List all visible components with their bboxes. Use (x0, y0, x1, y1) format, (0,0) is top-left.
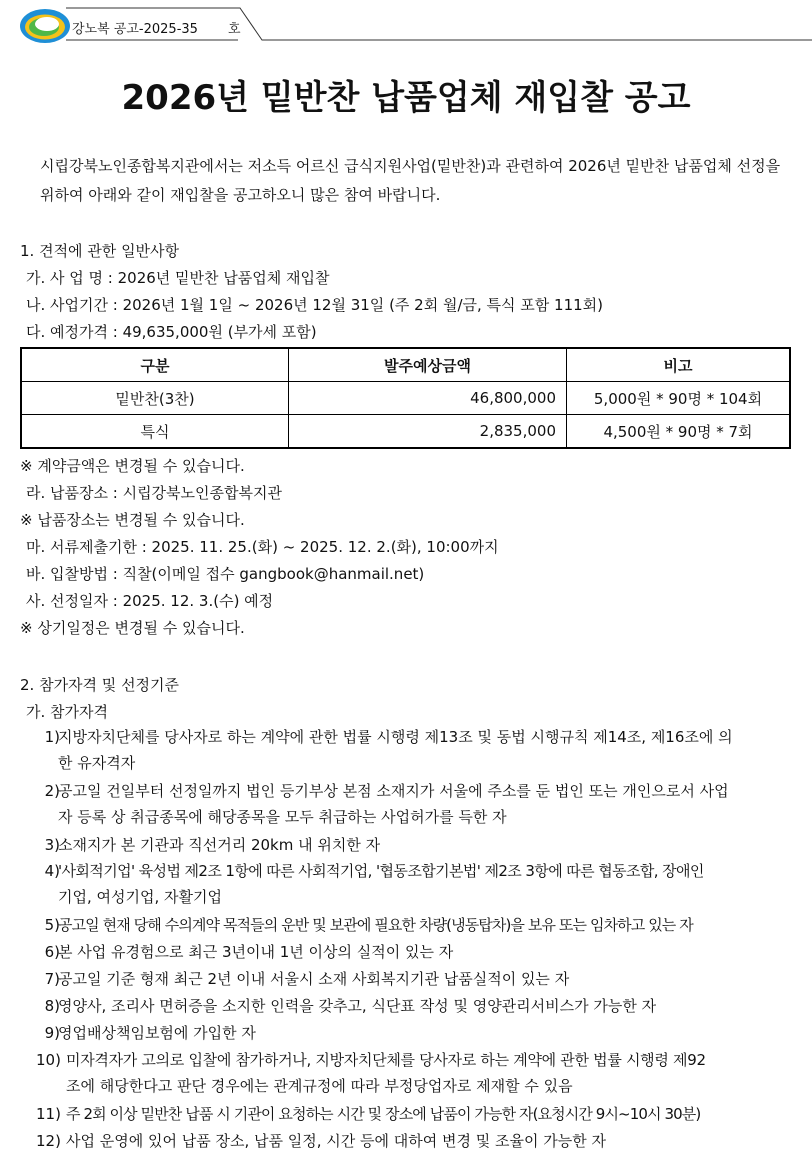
list-item-text: 공고일 현재 당해 수의계약 목적들의 운반 및 보관에 필요한 차량(냉동탑차)을 보유 또는 임차하고 있는 자 (58, 916, 693, 934)
list-item (36, 1101, 786, 1127)
intro-paragraph (22, 152, 792, 210)
item-submission-deadline: 마. 서류제출기한 : 2025. 11. 25.(화) ~ 2025. 12. 2.(화), 10:00까지 (26, 538, 499, 556)
table-header-note: 비고 (567, 348, 791, 382)
list-item (36, 912, 786, 938)
price-table (20, 347, 791, 449)
section2-heading: 2. 참가자격 및 선정기준 (20, 676, 180, 694)
list-item-text: '사회적기업' 육성법 제2조 1항에 따른 사회적기업, '협동조합기본법' 제2조 3항에 따른 협동조합, 장애인 (58, 862, 704, 880)
list-item-number: 10) (36, 1051, 61, 1069)
table-cell-category: 특식 (21, 415, 289, 449)
list-item (36, 778, 786, 830)
list-item-number: 3) (44, 836, 60, 854)
item-selection-date: 사. 선정일자 : 2025. 12. 3.(수) 예정 (26, 592, 274, 610)
list-item-number: 2) (44, 782, 60, 800)
list-item-text: 사업 운영에 있어 납품 장소, 납품 일정, 시간 등에 대하여 변경 및 조율이 가능한 자 (66, 1132, 606, 1150)
table-header-category: 구분 (21, 348, 289, 382)
item-estimated-price: 다. 예정가격 : 49,635,000원 (부가세 포함) (26, 323, 317, 341)
table-cell-note: 5,000원 * 90명 * 104회 (567, 382, 791, 415)
document-header (0, 0, 812, 48)
document-number-text: 강노복 공고-2025-35 (72, 22, 198, 37)
intro-text: 시립강북노인종합복지관에서는 저소득 어르신 급식지원사업(밑반찬)과 관련하여 2026년 밑반찬 납품업체 선정을 위하여 아래와 같이 재입찰을 공고하오니 많은 참여 바랍니다. (40, 157, 781, 204)
list-item (36, 993, 786, 1019)
list-item-text: 영업배상책임보험에 가입한 자 (58, 1024, 256, 1042)
item-project-name: 가. 사 업 명 : 2026년 밑반찬 납품업체 재입찰 (26, 269, 330, 287)
list-item (36, 858, 786, 910)
list-item-text: 본 사업 유경험으로 최근 3년이내 1년 이상의 실적이 있는 자 (58, 943, 454, 961)
note-schedule: ※ 상기일정은 변경될 수 있습니다. (20, 619, 245, 637)
list-item (36, 1020, 786, 1046)
list-item (36, 832, 786, 858)
list-item (36, 1128, 786, 1154)
table-cell-note: 4,500원 * 90명 * 7회 (567, 415, 791, 449)
table-cell-amount: 46,800,000 (289, 382, 567, 415)
table-cell-amount: 2,835,000 (289, 415, 567, 449)
list-item-text: 지방자치단체를 당사자로 하는 계약에 관한 법률 시행령 제13조 및 동법 시행규칙 제14조, 제16조에 의 (58, 728, 733, 746)
list-item-number: 7) (44, 970, 60, 988)
table-header-amount: 발주예상금액 (289, 348, 567, 382)
list-item-text: 미자격자가 고의로 입찰에 참가하거나, 지방자치단체를 당사자로 하는 계약에 관한 법률 시행령 제92 (66, 1051, 706, 1069)
list-item-text: 공고일 기준 형재 최근 2년 이내 서울시 소재 사회복지기관 납품실적이 있는 자 (58, 970, 570, 988)
list-item-text: 소재지가 본 기관과 직선거리 20km 내 위치한 자 (58, 836, 381, 854)
item-bid-method: 바. 입찰방법 : 직찰(이메일 접수 gangbook@hanmail.net) (26, 565, 425, 583)
table-cell-category: 밑반찬(3찬) (21, 382, 289, 415)
page-title: 2026년 밑반찬 납품업체 재입찰 공고 (121, 78, 691, 118)
note-delivery-place: ※ 납품장소는 변경될 수 있습니다. (20, 511, 245, 529)
note-contract-amount: ※ 계약금액은 변경될 수 있습니다. (20, 457, 245, 475)
list-item-text: 영양사, 조리사 면허증을 소지한 인력을 갖추고, 식단표 작성 및 영양관리서비스가 가능한 자 (58, 997, 657, 1015)
list-item (36, 939, 786, 965)
item-project-period: 나. 사업기간 : 2026년 1월 1일 ~ 2026년 12월 31일 (주 2회 월/금, 특식 포함 111회) (26, 296, 604, 314)
list-item-number: 5) (44, 916, 60, 934)
list-item-text: 주 2회 이상 밑반찬 납품 시 기관이 요청하는 시간 및 장소에 납품이 가능한 자(요청시간 9시~10시 30분) (66, 1105, 701, 1123)
section1-heading: 1. 견적에 관한 일반사항 (20, 242, 180, 260)
list-item-number: 9) (44, 1024, 60, 1042)
list-item-number: 11) (36, 1105, 61, 1123)
list-item-text-cont: 자 등록 상 취급종목에 해당종목을 모두 취급하는 사업허가를 득한 자 (58, 808, 507, 826)
document-number-suffix: 호 (227, 22, 241, 37)
list-item-number: 8) (44, 997, 60, 1015)
list-item-text-cont: 한 유자격자 (58, 754, 136, 772)
list-item-number: 1) (44, 728, 60, 746)
item-delivery-place: 라. 납품장소 : 시립강북노인종합복지관 (26, 484, 282, 502)
list-item-number: 6) (44, 943, 60, 961)
table-header-row (21, 348, 790, 382)
subsection-qualifications: 가. 참가자격 (26, 703, 108, 721)
list-item-number: 12) (36, 1132, 61, 1150)
table-row (21, 382, 790, 415)
list-item (36, 724, 786, 776)
list-item (36, 966, 786, 992)
list-item-text-cont: 조에 해당한다고 판단 경우에는 관계규정에 따라 부정당업자로 제재할 수 있음 (66, 1077, 573, 1095)
document-number (72, 18, 241, 37)
list-item (36, 1047, 786, 1099)
list-item-text-cont: 기업, 여성기업, 자활기업 (58, 888, 222, 906)
table-row (21, 415, 790, 449)
list-item-text: 공고일 건일부터 선정일까지 법인 등기부상 본점 소재지가 서울에 주소를 둔 법인 또는 개인으로서 사업 (58, 782, 729, 800)
list-item-number: 4) (44, 862, 60, 880)
